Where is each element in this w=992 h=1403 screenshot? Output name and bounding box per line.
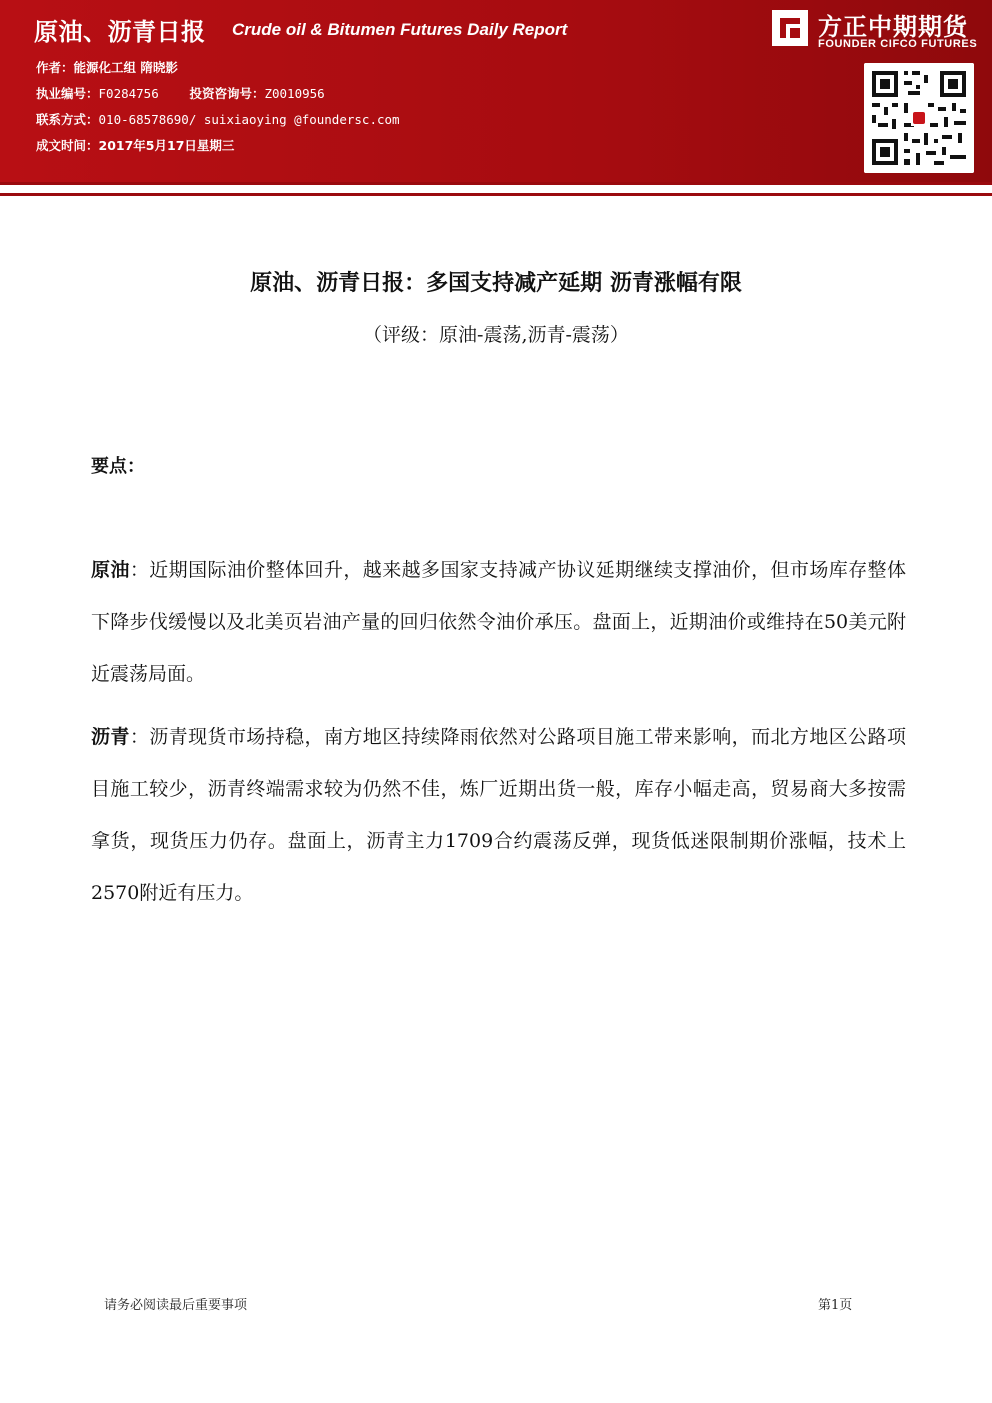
qr-code-icon <box>864 63 974 173</box>
header-divider <box>0 182 992 196</box>
crude-oil-lead: 原油 <box>91 559 130 581</box>
bitumen-paragraph <box>91 711 906 919</box>
license-line: 执业编号：F0284756 投资咨询号：Z0010956 <box>36 86 325 101</box>
bitumen-text: ：沥青现货市场持稳，南方地区持续降雨依然对公路项目施工带来影响，而北方地区公路项目施工较少，沥青终端需求较为仍然不佳，炼厂近期出货一般，库存小幅走高，贸易商大多按需拿货，现货压力仍存。盘面上，沥青主力1709合约震荡反弹，现货低迷限制期价涨幅，技术上2570附近有压力。 <box>91 726 906 904</box>
document-rating: （评级：原油-震荡,沥青-震荡） <box>363 324 629 346</box>
contact-line: 联系方式：010-68578690/ suixiaoying @foundersc.com <box>36 112 400 127</box>
footer-notice: 请务必阅读最后重要事项 <box>104 1298 248 1313</box>
date-line: 成文时间：2017年5月17日星期三 <box>36 138 235 153</box>
keypoints-label: 要点： <box>91 456 145 477</box>
bitumen-lead: 沥青 <box>91 726 130 748</box>
report-header <box>0 0 992 182</box>
report-title-cn: 原油、沥青日报 <box>34 18 206 46</box>
crude-oil-text: ：近期国际油价整体回升，越来越多国家支持减产协议延期继续支撑油价，但市场库存整体下降步伐缓慢以及北美页岩油产量的回归依然令油价承压。盘面上，近期油价或维持在50美元附近震荡局面。 <box>91 559 906 685</box>
logo-text-en: FOUNDER CIFCO FUTURES <box>818 38 978 50</box>
author-line: 作者：能源化工组 隋晓影 <box>36 60 178 75</box>
logo-text-cn: 方正中期期货 <box>818 13 968 41</box>
page-number: 第1页 <box>818 1298 853 1313</box>
crude-oil-paragraph <box>91 544 906 700</box>
founder-logo-icon <box>770 8 810 48</box>
report-title-en: Crude oil & Bitumen Futures Daily Report <box>232 20 568 39</box>
document-title: 原油、沥青日报：多国支持减产延期 沥青涨幅有限 <box>250 271 742 296</box>
